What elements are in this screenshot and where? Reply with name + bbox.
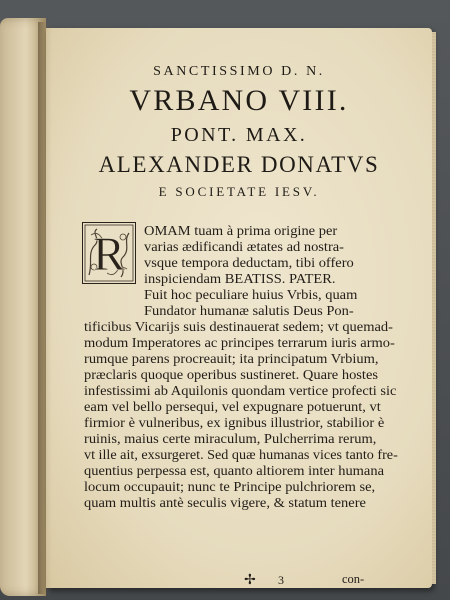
body-line: Fuit hoc peculiare huius Vrbis, quam [144, 287, 358, 302]
open-book [0, 8, 446, 598]
body-line: præclaris quoque operibus sustineret. Quare hostes [84, 367, 378, 382]
body-line: inspiciendam BEATISS. PATER. [144, 271, 336, 286]
body-line: quam multis antè seculis vigere, & statum tenere [84, 495, 366, 510]
book-gutter [38, 22, 52, 594]
body-line: locum occupauit; nunc te Principe pulchriorem se, [84, 479, 376, 494]
body-line: infestissimi ab Aquilonis quondam vertice profecti sic [84, 383, 397, 398]
body-line: eam vel bello persequi, vel expugnare potuerunt, vt [84, 399, 381, 414]
body-line: modum Imperatores ac principes terrarum iuris armo- [84, 335, 395, 350]
body-line: OMAM tuam à prima origine per [144, 223, 338, 238]
initial-letter: R [92, 228, 126, 281]
body-line: firmior è vulneribus, ex ignibus illustrior, stabilior è [84, 415, 385, 430]
catchword: con- [342, 572, 365, 586]
society-line: E SOCIETATE IESV. [158, 184, 320, 199]
body-line: varias ædificandi ætates ad nostra- [144, 239, 345, 254]
signature-number: 3 [278, 573, 284, 587]
pope-title-heading: PONT. MAX. [170, 124, 308, 146]
body-line: vsque tempora deductam, tibi offero [144, 255, 354, 270]
body-line: Fundator humanæ salutis Deus Pon- [144, 303, 354, 318]
ornament-icon [83, 223, 135, 283]
dedication-line: SANCTISSIMO D. N. [153, 64, 325, 79]
body-line: tificibus Vicarijs suis destinauerat sedem; vt quemad- [84, 319, 393, 334]
author-heading: ALEXANDER DONATVS [98, 152, 380, 177]
dedication-page [46, 28, 432, 588]
body-line: vt ille ait, exsurgeret. Sed quæ humanas vices tanto fre- [84, 447, 398, 462]
signature-mark: ✢ [244, 573, 256, 588]
decorated-initial-r [82, 222, 136, 284]
body-line: quentius perpessa est, quanto altiorem inter humana [84, 463, 385, 478]
body-line: ruinis, maius certe miraculum, Pulcherrima rerum, [84, 431, 377, 446]
page-block-edge [432, 32, 436, 584]
pope-name-heading: VRBANO VIII. [129, 84, 349, 117]
body-line: rumque parens procreauit; ita principatum Vrbium, [84, 351, 379, 366]
